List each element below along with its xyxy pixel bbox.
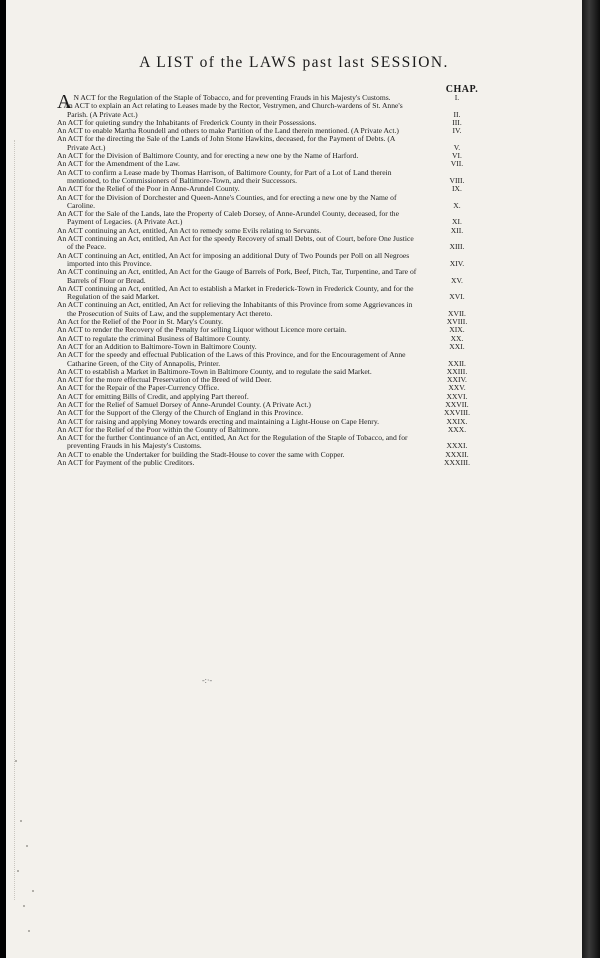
law-entry [57, 167, 465, 186]
chapter-number: XXVIII. [444, 408, 470, 418]
chapter-number: XXIII. [446, 366, 468, 376]
law-title-text: An ACT for the Relief of the Poor within the County of Baltimore. [57, 424, 260, 434]
law-title-text: An ACT to enable Martha Roundell and others to make Partition of the Land therein mentioned. (A Private Act.) [57, 126, 399, 136]
law-title [57, 268, 417, 285]
law-title-text: An ACT continuing an Act, entitled, An Act for relieving the Inhabitants of this Province from some Aggrievances in the Prosecution of Suits of Law, and the supplementary Act thereto. [57, 300, 413, 318]
law-title-text: An ACT for the Support of the Clergy of the Church of England in this Province. [57, 408, 304, 418]
law-title-text: An ACT for quieting sundry the Inhabitants of Frederick County in their Possessions. [57, 117, 317, 127]
drop-cap: A [57, 91, 72, 113]
law-title [57, 102, 417, 119]
law-title [57, 459, 417, 467]
law-title-text: An ACT continuing an Act, entitled, An Act for the speedy Recovery of small Debts, out of Court, before One Justice of the Peace. [57, 234, 414, 252]
law-title [57, 252, 417, 269]
chapter-number: XXII. [448, 358, 466, 368]
law-entry [57, 192, 461, 211]
law-entry [57, 234, 465, 252]
law-entry [57, 250, 465, 269]
law-title [57, 235, 417, 252]
chapter-number: XVII. [448, 308, 466, 318]
chapter-number: XXXI. [446, 441, 468, 451]
chapter-column-heading: CHAP. [445, 84, 479, 95]
scan-speck [26, 845, 28, 847]
chapter-number: VII. [450, 159, 464, 169]
law-title-text: An ACT continuing an Act, entitled, An Act to remedy some Evils relating to Servants. [57, 225, 322, 235]
chapter-number: I. [454, 93, 460, 102]
law-entry [57, 433, 468, 451]
chapter-number: IV. [452, 126, 462, 136]
chapter-number: XX. [450, 333, 464, 343]
law-title [57, 169, 417, 186]
chapter-number: II. [453, 109, 461, 119]
chapter-number: XXVII. [445, 399, 469, 409]
page-title: A LIST of the LAWS past last SESSION. [139, 54, 449, 71]
law-title-text: An ACT for the further Continuance of an Act, entitled, An Act for the Regulation of the Staple of Tobacco, and for preventing Frauds in his Majesty's Customs. [57, 433, 408, 451]
law-title-text: An ACT for the Amendment of the Law. [57, 159, 180, 169]
chapter-number: V. [453, 142, 461, 152]
chapter-number: XXXII. [445, 449, 469, 459]
scan-speck [17, 870, 19, 872]
chapter-number: XVI. [449, 292, 465, 302]
scan-edge [582, 0, 600, 958]
law-title-text: An ACT to explain an Act relating to Leases made by the Rector, Vestrymen, and Church-wardens of St. Anne's Parish. (A Private Act.) [63, 101, 403, 119]
law-entry [57, 283, 465, 302]
book-page [6, 0, 582, 958]
law-title [57, 194, 417, 211]
law-title-text: An ACT for the speedy and effectual Publication of the Laws of this Province, and for the Encouragement of Anne Catharine Green, of the City of Annapolis, Printer. [57, 350, 406, 368]
binding-edge [14, 140, 21, 900]
chapter-number: VIII. [449, 175, 465, 185]
chapter-number: XXXIII. [444, 458, 470, 468]
law-title-text: An ACT to confirm a Lease made by Thomas Harrison, of Baltimore County, for Part of a Lot of Land therein mentioned, to the Commissioners of Baltimore-Town, and their Successors. [57, 167, 392, 185]
law-entry [57, 267, 463, 285]
law-title [57, 351, 417, 368]
ornament: -:·- [202, 676, 213, 685]
law-title-text: An ACT to enable the Undertaker for building the Stadt-House to cover the same with Copper. [57, 449, 345, 459]
chapter-number: XI. [452, 217, 462, 227]
law-title-text: An ACT for the Relief of Samuel Dorsey of Anne-Arundel County. (A Private Act.) [57, 399, 311, 409]
scan-speck [20, 820, 22, 822]
law-title-text: An ACT for the Sale of the Lands, late the Property of Caleb Dorsey, of Anne-Arundel County, deceased, for the Payment of Legacies. (A Private Act.) [57, 209, 399, 227]
law-title-text: An ACT to render the Recovery of the Penalty for selling Liquor without Licence more certain. [57, 325, 347, 335]
chapter-number: VI. [452, 151, 462, 161]
law-title [57, 285, 417, 302]
chapter-number: XIII. [449, 242, 465, 252]
scan-speck [32, 890, 34, 892]
chapter-number: X. [453, 200, 461, 210]
law-title-text: An ACT for the Relief of the Poor in Anne-Arundel County. [57, 184, 240, 194]
chapter-number: IX. [452, 184, 462, 194]
law-title-text: An ACT continuing an Act, entitled, An Act for imposing an additional Duty of Two Pounds per Poll on all Negroes imported into this Province. [57, 250, 410, 268]
law-entry [57, 300, 466, 318]
law-title-text: An ACT continuing an Act, entitled, An Act to establish a Market in Frederick-Town in Frederick County, and for the Regulation of the said Market. [57, 283, 414, 302]
chapter-number: XXV. [448, 383, 466, 393]
chapter-number: XXI. [449, 341, 465, 351]
law-title-text: N ACT for the Regulation of the Staple of Tobacco, and for preventing Frauds in his Majesty's Customs. [73, 93, 391, 102]
law-title-text: An ACT for the Division of Dorchester and Queen-Anne's Counties, and for erecting a new one by the Name of Caroline. [57, 192, 397, 210]
law-title-text: An ACT for the more effectual Preservation of the Breed of wild Deer. [57, 375, 272, 385]
chapter-number: XIX. [449, 325, 465, 335]
law-title [57, 434, 417, 451]
law-title-text: An ACT continuing an Act, entitled, An Act for the Gauge of Barrels of Pork, Beef, Pitch, Tar, Turpentine, and Tare of Barrels of Flour or Bread. [57, 267, 417, 285]
law-entry [57, 134, 461, 152]
law-entry [57, 458, 470, 468]
scan-speck [28, 930, 30, 932]
law-title-text: An ACT for raising and applying Money towards erecting and maintaining a Light-House on Cape Henry. [57, 416, 380, 426]
chapter-number: XV. [451, 275, 463, 285]
law-title-text: An ACT for the Repair of the Paper-Currency Office. [57, 383, 220, 393]
laws-list [57, 91, 470, 468]
law-title-text: An ACT for the Division of Baltimore County, and for erecting a new one by the Name of Harford. [57, 151, 359, 161]
law-title-text: An ACT to regulate the criminal Business of Baltimore County. [57, 333, 251, 343]
law-title-text: An Act for the Relief of the Poor in St. Mary's County. [57, 317, 224, 327]
law-title-text: An ACT for the directing the Sale of the Lands of John Stone Hawkins, deceased, for the Payment of Debts. (A Private Act.) [57, 134, 395, 152]
law-title-text: An ACT for emitting Bills of Credit, and applying Part thereof. [57, 391, 249, 401]
chapter-number: XIV. [449, 258, 465, 268]
chapter-number: XII. [450, 225, 464, 235]
law-title [57, 210, 417, 227]
chapter-number: XVIII. [446, 317, 468, 327]
law-entry [57, 101, 461, 119]
chapter-number: XXIX. [446, 416, 468, 426]
law-title [57, 135, 417, 152]
chapter-number: XXX. [447, 424, 467, 434]
law-title-text: An ACT to establish a Market in Baltimore-Town in Baltimore County, and to regulate the said Market. [57, 366, 372, 376]
scan-speck [15, 760, 17, 762]
chapter-number: III. [452, 117, 462, 127]
law-title [57, 301, 417, 318]
scan-speck [23, 905, 25, 907]
law-title-text: An ACT for Payment of the public Creditors. [57, 458, 195, 468]
law-entry [57, 350, 466, 368]
law-title-text: An ACT for an Addition to Baltimore-Town in Baltimore County. [57, 341, 257, 351]
chapter-number: XXIV. [447, 375, 467, 385]
chapter-number: XXVI. [446, 391, 468, 401]
law-entry [57, 209, 462, 227]
